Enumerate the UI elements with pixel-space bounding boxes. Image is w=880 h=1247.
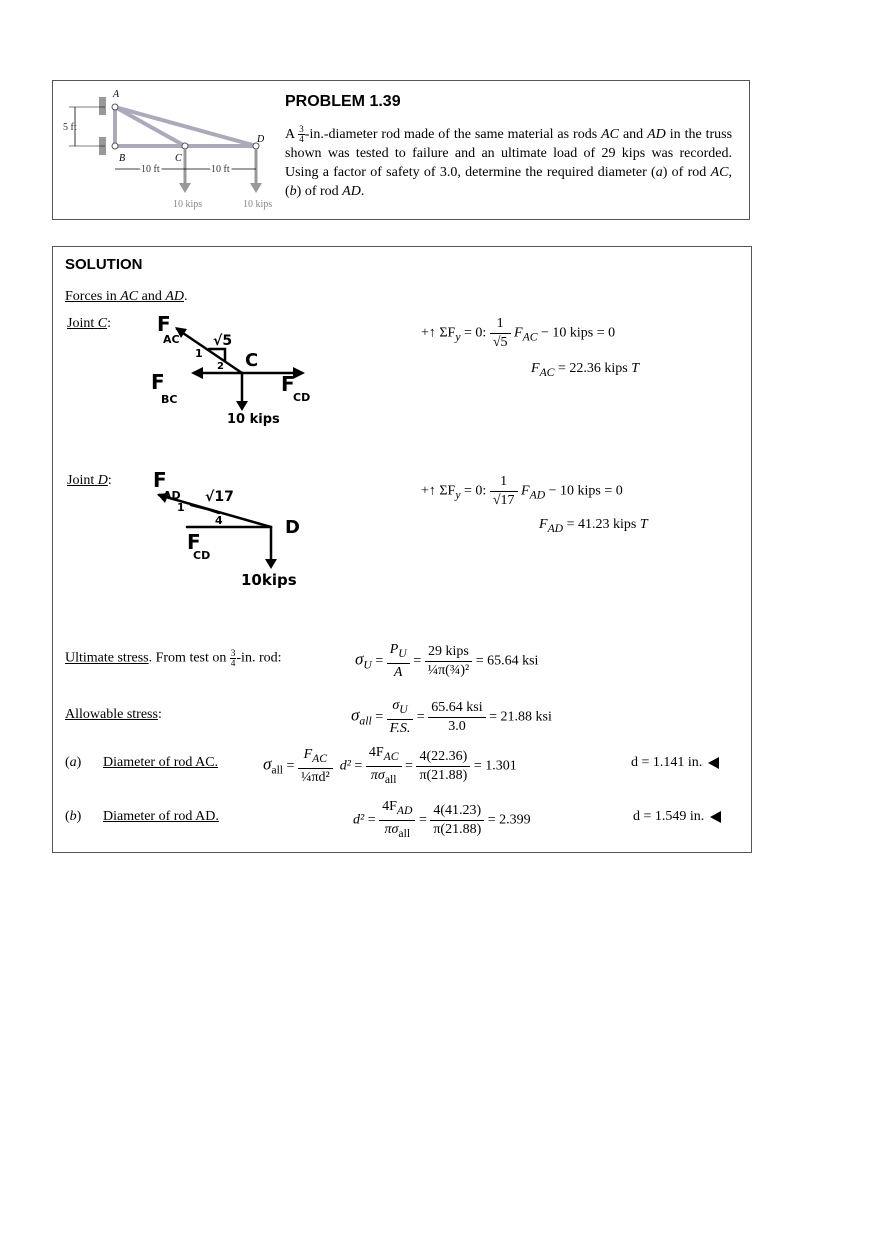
part-b-label: (b) — [65, 809, 82, 824]
fig-height-label: 5 ft — [63, 122, 77, 133]
part-a-label: (a) — [65, 755, 82, 770]
joint-d-label: Joint D: — [67, 473, 112, 488]
fig-load1-label: 10 kips — [173, 199, 203, 210]
sketch-c-one: 1 — [195, 347, 203, 360]
sketch-c-fcd: F — [281, 372, 295, 396]
eq-c1: +↑ $\Sigma F_y = 0$: $\frac{1}{√5}$ $F_{AC} - 10$ kips = 0 — [421, 316, 616, 350]
sketch-c-fac: F — [157, 312, 171, 336]
fig-label-a: A — [113, 89, 120, 100]
sketch-d-sqrt: √17 — [205, 489, 234, 505]
fig-label-d: D — [257, 134, 265, 145]
sketch-c-c: C — [245, 350, 259, 371]
fig-load2-label: 10 kips — [243, 199, 273, 210]
sketch-c-fcd-sub: CD — [293, 391, 311, 404]
sketch-d-one: 1 — [177, 501, 185, 514]
eq-d2: $F_{AD} = 41.23$ kips T — [539, 517, 648, 535]
ultimate-equation: $\sigma_U$ = $\frac{P_U}{A}$ = $\frac{\text{29 kips}}{\text{¼π(¾)²}}$ = 65.64 ksi — [355, 642, 539, 680]
sketch-d-load: 10kips — [241, 571, 297, 589]
sketch-d-four: 4 — [215, 514, 223, 527]
fig-span1-label: 10 ft — [141, 164, 160, 175]
sketch-c-fbc: F — [151, 370, 165, 394]
part-a-title: Diameter of rod AC. — [103, 755, 219, 770]
sketch-d-fcd-sub: CD — [193, 549, 211, 562]
sketch-d-d: D — [285, 517, 300, 538]
fig-span2-label: 10 ft — [211, 164, 230, 175]
sketch-d-fcd: F — [187, 530, 201, 554]
part-b-equation: d² = $\frac{4F_{AD}}{\pi\sigma_{all}}$ = $\frac{4(41.23)}{\pi(21.88)}$ = 2.399 — [353, 799, 531, 840]
forces-heading: Forces in AC and AD. — [65, 289, 188, 304]
sketch-c-load: 10 kips — [227, 412, 280, 426]
sketch-c-two: 2 — [217, 361, 224, 372]
problem-title: PROBLEM 1.39 — [285, 93, 401, 110]
fig-label-c: C — [175, 153, 182, 164]
part-b-answer: d = 1.549 in. — [633, 809, 721, 825]
eq-d1: +↑ $\Sigma F_y = 0$: $\frac{1}{√17}$ $F_{AD} - 10$ kips = 0 — [421, 474, 623, 508]
truss-figure — [55, 85, 285, 217]
problem-box — [52, 80, 750, 220]
part-b-title: Diameter of rod AD. — [103, 809, 219, 824]
sketch-d-fad: F — [153, 468, 167, 492]
joint-c-sketch — [147, 311, 347, 426]
sketch-d-fad-sub: AD — [163, 489, 181, 502]
allowable-equation: $\sigma_{all}$ = $\frac{\sigma_U}{F.S.}$ = $\frac{\text{65.64 ksi}}{3.0}$ = 21.88 ksi — [351, 698, 552, 736]
part-a-answer: d = 1.141 in. — [631, 755, 719, 771]
answer-marker-icon — [708, 757, 719, 769]
sketch-c-fac-sub: AC — [163, 333, 180, 346]
joint-d-sketch — [149, 467, 319, 592]
part-a-equation: $\sigma_{all}$ = $\frac{F_{AC}}{\text{¼πd²}}$ d² = $\frac{4F_{AC}}{\pi\sigma_{all}}$ = $\frac{4(22.36)}{\pi(21.88)}$ = 1.301 — [263, 745, 517, 786]
allowable-label: Allowable stress: — [65, 707, 162, 722]
solution-heading: SOLUTION — [65, 256, 143, 273]
fig-label-b: B — [119, 153, 126, 164]
solution-box — [52, 246, 752, 853]
ultimate-label: Ultimate stress. From test on $\frac{3}{4}$ -in. rod: — [65, 648, 282, 668]
answer-marker-icon — [710, 811, 721, 823]
problem-statement: A $\frac{3}{4}$ -in.-diameter rod made of the same material as rods AC and AD in the truss shown was tested to failure and an ultimate load of 29 kips was recorded. Using a factor of safety of 3.0, determine the required diameter (a) of rod AC, (b) of rod AD. — [285, 124, 733, 200]
sketch-c-fbc-sub: BC — [161, 393, 178, 406]
eq-c2: $F_{AC} = 22.36$ kips T — [531, 361, 639, 379]
sketch-c-sqrt: √5 — [213, 333, 233, 349]
joint-c-label: Joint C: — [67, 316, 111, 331]
